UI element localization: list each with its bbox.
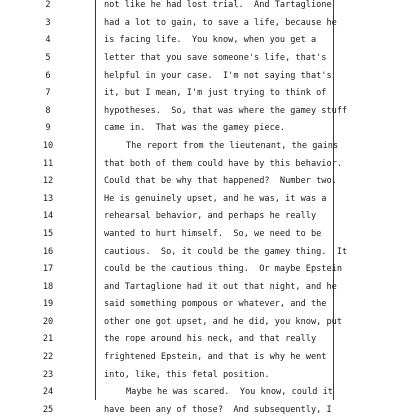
line-text: came in. That was the gamey piece. — [104, 123, 286, 134]
line-number: 25 — [42, 404, 54, 415]
line-text: and Tartaglione had it out that night, and he — [104, 281, 337, 292]
transcript-line — [0, 384, 400, 402]
line-number: 4 — [45, 35, 51, 46]
line-number: 21 — [42, 334, 54, 345]
transcript-line — [0, 138, 400, 156]
transcript-line — [0, 15, 400, 33]
transcript-line — [0, 156, 400, 174]
transcript-line — [0, 349, 400, 367]
line-number: 6 — [45, 70, 51, 81]
line-text: Maybe he was scared. You know, could it — [126, 387, 333, 398]
line-number: 22 — [42, 352, 54, 363]
transcript-line — [0, 279, 400, 297]
line-text: into, like, this fetal position. — [104, 369, 270, 380]
line-text: said something pompous or whatever, and the — [104, 299, 327, 310]
transcript-line — [0, 68, 400, 86]
line-number: 9 — [45, 123, 51, 134]
line-number: 15 — [42, 228, 54, 239]
transcript-line — [0, 367, 400, 385]
line-number: 8 — [45, 105, 51, 116]
transcript-line — [0, 85, 400, 103]
line-text: the rope around his neck, and that really — [104, 334, 317, 345]
line-text: is facing life. You know, when you get a — [104, 35, 317, 46]
transcript-line — [0, 314, 400, 332]
line-text: cautious. So, it could be the gamey thing. It — [104, 246, 348, 257]
line-number: 17 — [42, 264, 54, 275]
transcript-line — [0, 226, 400, 244]
line-text: letter that you save someone's life, that's — [104, 52, 327, 63]
transcript-line — [0, 120, 400, 138]
line-number: 12 — [42, 176, 54, 187]
line-number: 20 — [42, 316, 54, 327]
transcript-line — [0, 32, 400, 50]
line-text: that both of them could have by this behavior. — [104, 158, 342, 169]
line-text: have been any of those? And subsequently, I — [104, 404, 332, 415]
transcript-line — [0, 173, 400, 191]
line-text: hypotheses. So, that was where the gamey stuff — [104, 105, 348, 116]
line-number: 2 — [45, 0, 51, 11]
line-number: 11 — [42, 158, 54, 169]
line-number: 3 — [45, 17, 51, 28]
line-number: 16 — [42, 246, 54, 257]
line-text: helpful in your case. I'm not saying that's — [104, 70, 332, 81]
line-number: 19 — [42, 299, 54, 310]
line-text: frightened Epstein, and that is why he went — [104, 352, 327, 363]
line-number: 10 — [42, 140, 54, 151]
transcript-line — [0, 331, 400, 349]
line-number: 13 — [42, 193, 54, 204]
line-number: 14 — [42, 211, 54, 222]
transcript-line — [0, 244, 400, 262]
line-number: 24 — [42, 387, 54, 398]
transcript-line — [0, 103, 400, 121]
line-text: The report from the lieutenant, the gains — [126, 140, 339, 151]
line-text: wanted to hurt himself. So, we need to be — [104, 228, 322, 239]
transcript-line — [0, 402, 400, 419]
transcript-line — [0, 0, 400, 15]
line-text: Could that be why that happened? Number two. — [104, 176, 337, 187]
line-number: 23 — [42, 369, 54, 380]
line-text: had a lot to gain, to save a life, because he — [104, 17, 337, 28]
line-text: could be the cautious thing. Or maybe Epstein — [104, 264, 342, 275]
line-text: rehearsal behavior, and perhaps he really — [104, 211, 317, 222]
line-text: other one got upset, and he did, you know, put — [104, 316, 342, 327]
transcript-line — [0, 191, 400, 209]
line-text: He is genuinely upset, and he was, it was a — [104, 193, 327, 204]
transcript-line — [0, 296, 400, 314]
line-number: 7 — [45, 88, 51, 99]
line-number: 5 — [45, 52, 51, 63]
line-text: it, but I mean, I'm just trying to think of — [104, 88, 327, 99]
line-text: not like he had lost trial. And Tartaglione — [104, 0, 332, 11]
transcript-line — [0, 50, 400, 68]
transcript-line — [0, 261, 400, 279]
transcript-line — [0, 208, 400, 226]
line-number: 18 — [42, 281, 54, 292]
